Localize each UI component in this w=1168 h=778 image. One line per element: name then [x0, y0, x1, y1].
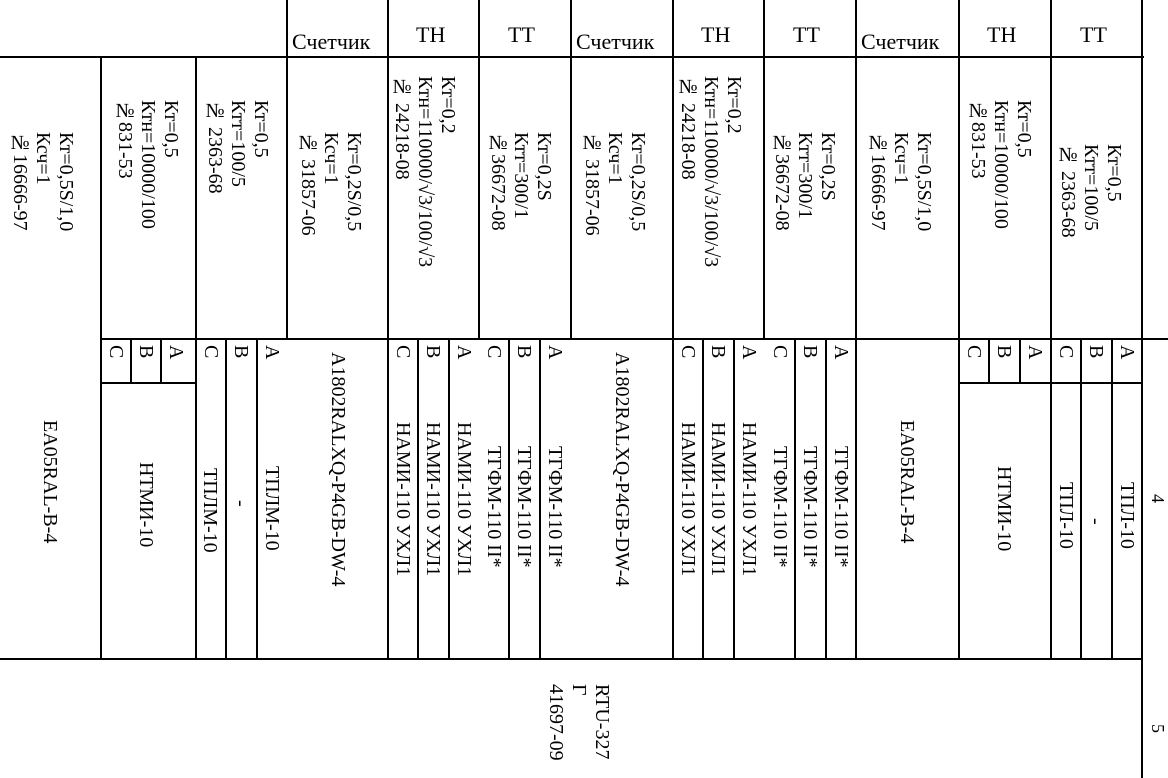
page-mark: 5 — [1148, 724, 1168, 733]
rtu-label: RTU-327 Г 41697-09 — [545, 684, 613, 761]
header-counter-cell — [857, 24, 957, 50]
phase-label: С — [677, 345, 699, 359]
meter-type: А1802RALXQ-P4GB-DW-4 — [611, 352, 633, 587]
tn-params: Кт=0,5 Ктн=10000/100 №831-53 — [114, 100, 182, 229]
tt-type: ТГФМ-110 II* — [799, 446, 821, 568]
meter-type: А1802RALXQ-P4GB-DW-4 — [327, 352, 349, 587]
tt-params-cut: Кт=0,5 Ктт=100/5 № 2363-68 — [1057, 144, 1125, 238]
tt-type: ТГФМ-110 II* — [513, 446, 535, 568]
tt-type: ТГФМ-110 II* — [769, 446, 791, 568]
page-mark: 4 — [1148, 494, 1168, 503]
tt-type: ТГФМ-110 II* — [483, 446, 505, 568]
phase-label: В — [1085, 345, 1107, 359]
tt-type-empty: - — [230, 500, 252, 507]
tn-type: НАМИ-110 УХЛ1 — [453, 422, 475, 577]
phase-label: В — [707, 345, 729, 359]
phase-label: В — [422, 345, 444, 359]
header-counter-cell — [288, 24, 386, 50]
phase-label: С — [200, 345, 222, 359]
tn-params: Кт=0,2 Ктн=110000/√3/100/√3 № 24218-08 — [391, 76, 459, 268]
meter-type: ЕА05RAL-В-4 — [39, 420, 61, 544]
tt-type: ТПЛМ-10 — [261, 466, 283, 551]
tt-type: ТПЛ-10 — [1055, 482, 1077, 549]
header-tt-label: ТТ — [1080, 22, 1107, 47]
tt-type: ТГФМ-110 II* — [830, 446, 852, 568]
tn-type: НАМИ-110 УХЛ1 — [738, 422, 760, 577]
tn-type: НАМИ-110 УХЛ1 — [677, 422, 699, 577]
header-tn-label: ТН — [416, 22, 446, 47]
tn-type: НТМИ-10 — [135, 462, 157, 548]
phase-label: В — [513, 345, 535, 359]
meter-params: Кт=0,5S/1,0 Ксч=1 №16666-97 — [867, 132, 935, 232]
tt-type: ТПЛ-10 — [1116, 482, 1138, 549]
tt-params: Кт=0,2S Ктт=300/1 №36672-08 — [771, 132, 839, 231]
phase-label: А — [1024, 345, 1046, 360]
rtu-cell — [540, 662, 640, 778]
header-tt-label: ТТ — [793, 22, 820, 47]
phase-label: В — [799, 345, 821, 359]
meter-params: Кт=0,2S/0,5 Ксч=1 № 31857-06 — [581, 132, 649, 236]
phase-label: В — [230, 345, 252, 359]
phase-label: С — [105, 345, 127, 359]
phase-label: А — [738, 345, 760, 360]
phase-label: А — [1116, 345, 1138, 360]
tn-type: НТМИ-10 — [993, 466, 1015, 552]
tt-params: Кт=0,5 Ктт=100/5 № 2363-68 — [204, 100, 272, 194]
header-tn-label: ТН — [987, 22, 1017, 47]
meter-type: ЕА05RAL-В-4 — [896, 420, 918, 544]
phase-label: С — [769, 345, 791, 359]
tt-type-empty: - — [1085, 518, 1107, 525]
header-tn-label: ТН — [701, 22, 731, 47]
phase-label: А — [261, 345, 283, 360]
phase-label: В — [993, 345, 1015, 359]
phase-label: С — [1055, 345, 1077, 359]
header-counter-label: Счетчик — [861, 29, 940, 50]
meter-params: Кт=0,5S/1,0 Ксч=1 №16666-97 — [9, 132, 77, 232]
tn-type: НАМИ-110 УХЛ1 — [392, 422, 414, 577]
phase-label: А — [830, 345, 852, 360]
phase-label: А — [544, 345, 566, 360]
phase-label: А — [165, 345, 187, 360]
tn-type: НАМИ-110 УХЛ1 — [422, 422, 444, 577]
header-counter-cell — [572, 24, 671, 50]
tn-params: Кт=0,5 Ктн=10000/100 №831-53 — [967, 100, 1035, 229]
header-tt-label: ТТ — [508, 22, 535, 47]
header-counter-label: Счетчик — [292, 29, 371, 50]
phase-label: А — [453, 345, 475, 360]
tn-type: НАМИ-110 УХЛ1 — [707, 422, 729, 577]
tn-params: Кт=0,2 Ктн=110000/√3/100/√3 № 24218-08 — [677, 76, 745, 268]
tt-params: Кт=0,2S Ктт=300/1 №36672-08 — [487, 132, 555, 231]
phase-label: С — [483, 345, 505, 359]
meter-params: Кт=0,2S/0,5 Ксч=1 № 31857-06 — [297, 132, 365, 236]
tt-type: ТПЛМ-10 — [199, 468, 221, 553]
phase-label: С — [963, 345, 985, 359]
phase-label: В — [135, 345, 157, 359]
phase-label: С — [392, 345, 414, 359]
header-counter-label: Счетчик — [576, 29, 655, 50]
tt-type: ТГФМ-110 II* — [544, 446, 566, 568]
